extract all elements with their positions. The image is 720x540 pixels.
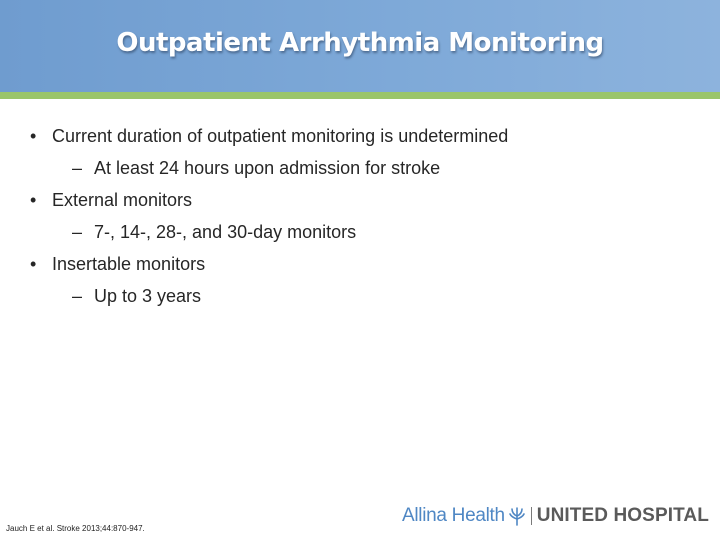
- bullet-text: Current duration of outpatient monitoring is undetermined: [52, 126, 509, 146]
- allina-mark-icon: [508, 506, 526, 526]
- dash-marker: –: [72, 222, 83, 242]
- bullet-marker: •: [30, 254, 37, 274]
- bullet-text: External monitors: [52, 190, 193, 210]
- dash-marker: –: [72, 286, 83, 306]
- dash-marker: –: [72, 158, 83, 178]
- logo-allina-text: Allina Health: [402, 505, 505, 526]
- citation-text: Jauch E et al. Stroke 2013;44:870-947.: [6, 524, 145, 533]
- allina-united-logo: [402, 504, 709, 528]
- logo-divider: [531, 507, 532, 525]
- bullet-marker: •: [30, 190, 37, 210]
- title-underline: [0, 92, 720, 99]
- bullet-text: Insertable monitors: [52, 254, 206, 274]
- bullet-marker: •: [30, 126, 37, 146]
- logo-united-text: UNITED HOSPITAL: [536, 505, 709, 526]
- sub-bullet-text: 7-, 14-, 28-, and 30-day monitors: [94, 222, 357, 242]
- slide-title: Outpatient Arrhythmia Monitoring: [116, 28, 604, 58]
- sub-bullet-text: At least 24 hours upon admission for stroke: [94, 158, 441, 178]
- sub-bullet-text: Up to 3 years: [94, 286, 202, 306]
